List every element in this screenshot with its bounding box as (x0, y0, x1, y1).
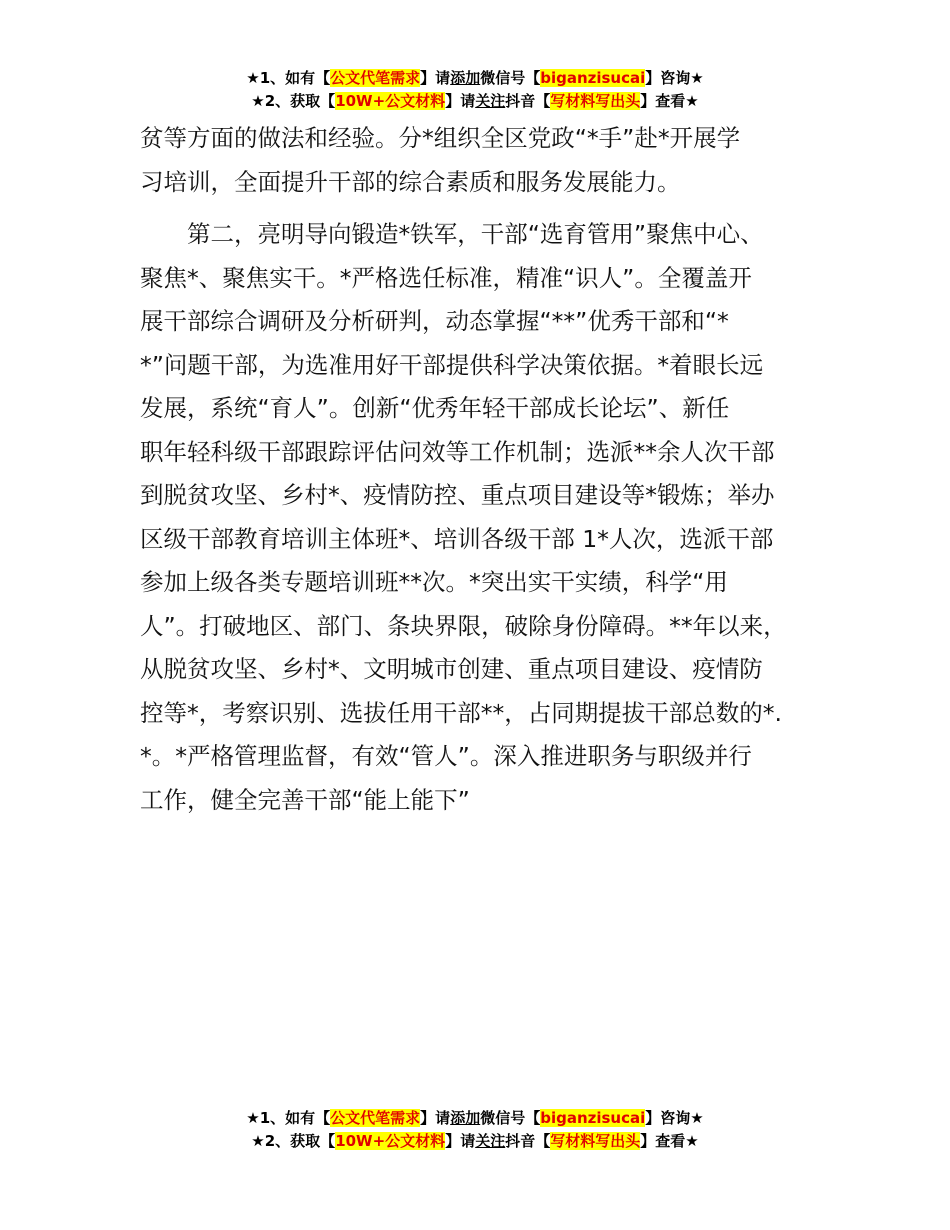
banner-text: 】咨询★ (645, 1109, 704, 1127)
douyin-account: 写材料写出头 (550, 1132, 641, 1150)
text-line: 控等*，考察识别、选拔任用干部**，占同期提拔干部总数的*. (140, 698, 782, 727)
banner-line-2 (0, 1130, 950, 1153)
footer-banner (0, 1107, 950, 1153)
paragraph-1 (140, 117, 840, 204)
text-line: *。*严格管理监督，有效“管人”。深入推进职务与职级并行 (140, 742, 752, 770)
text-line: 习培训，全面提升干部的综合素质和服务发展能力。 (140, 167, 681, 196)
text-line: 从脱贫攻坚、乡村*、文明城市创建、重点项目建设、疫情防 (140, 655, 763, 683)
text-line: 到脱贫攻坚、乡村*、疫情防控、重点项目建设等*锻炼；举办 (140, 481, 775, 509)
text-line: 展干部综合调研及分析研判，动态掌握“**”优秀干部和“* (140, 307, 729, 335)
banner-text: 微信号【 (480, 69, 541, 87)
banner-text: 抖音【 (505, 1132, 551, 1150)
banner-text: 】咨询★ (645, 69, 704, 87)
text-line: 参加上级各类专题培训班**次。*突出实干实绩，科学“用 (140, 568, 728, 596)
banner-line-1 (0, 67, 950, 90)
banner-text: 】请 (420, 69, 451, 87)
banner-line-2 (0, 90, 950, 113)
wechat-id: biganzisucai (540, 69, 646, 87)
banner-text: ★2、获取【 (251, 92, 336, 110)
banner-text: 】查看★ (640, 1132, 699, 1150)
text-line: 职年轻科级干部跟踪评估问效等工作机制；选派**余人次干部 (140, 437, 775, 466)
underlined-text: 关注 (475, 1132, 506, 1150)
header-banner (0, 67, 950, 113)
banner-text: 】请 (445, 92, 476, 110)
text-line: 发展，系统“育人”。创新“优秀年轻干部成长论坛”、新任 (140, 394, 730, 422)
highlight-text: 10W+公文材料 (335, 92, 446, 110)
banner-text: ★1、如有【 (246, 1109, 331, 1127)
text-line: 第二，亮明导向锻造*铁军，干部“选育管用”聚焦中心、 (187, 220, 764, 248)
document-body (140, 117, 840, 822)
text-line: *”问题干部，为选准用好干部提供科学决策依据。*着眼长远 (140, 350, 764, 379)
highlight-text: 公文代笔需求 (330, 1109, 421, 1127)
douyin-account: 写材料写出头 (550, 92, 641, 110)
banner-text: ★1、如有【 (246, 69, 331, 87)
text-line: 工作，健全完善干部“能上能下” (140, 785, 470, 814)
banner-text: 微信号【 (480, 1109, 541, 1127)
underlined-text: 添加 (450, 69, 481, 87)
highlight-text: 公文代笔需求 (330, 69, 421, 87)
banner-text: 】请 (445, 1132, 476, 1150)
wechat-id: biganzisucai (540, 1109, 646, 1127)
banner-text: 】请 (420, 1109, 451, 1127)
highlight-text: 10W+公文材料 (335, 1132, 446, 1150)
text-line: 区级干部教育培训主体班*、培训各级干部 1*人次，选派干部 (140, 524, 774, 553)
text-line: 贫等方面的做法和经验。分*组织全区党政“*手”赴*开展学 (140, 124, 741, 152)
banner-text: ★2、获取【 (251, 1132, 336, 1150)
banner-line-1 (0, 1107, 950, 1130)
banner-text: 抖音【 (505, 92, 551, 110)
underlined-text: 关注 (475, 92, 506, 110)
paragraph-2 (140, 213, 840, 822)
underlined-text: 添加 (450, 1109, 481, 1127)
text-line: 聚焦*、聚焦实干。*严格选任标准，精准“识人”。全覆盖开 (140, 263, 752, 292)
text-line: 人”。打破地区、部门、条块界限，破除身份障碍。**年以来， (140, 611, 787, 640)
banner-text: 】查看★ (640, 92, 699, 110)
